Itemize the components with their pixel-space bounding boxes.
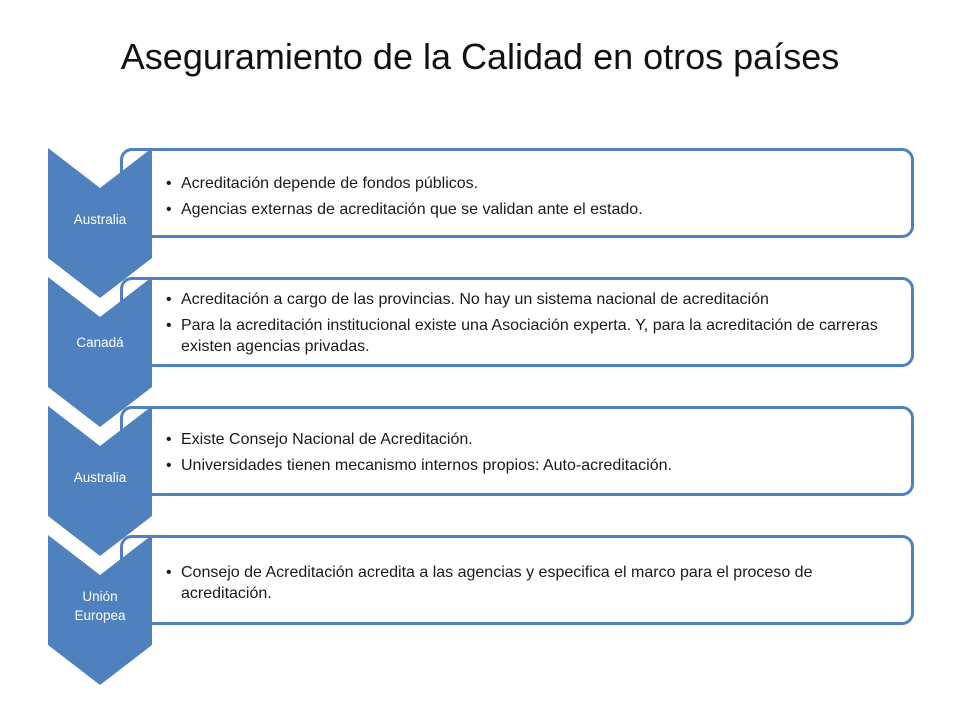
content-box	[120, 148, 914, 238]
chevron-label: Unión Europea	[74, 589, 126, 623]
bullet-list	[123, 151, 911, 220]
bullet-list	[123, 280, 911, 357]
chevron-label: Canadá	[76, 335, 124, 350]
bullet-item: • Existe Consejo Nacional de Acreditación.	[181, 429, 911, 450]
chevron-label: Australia	[73, 212, 127, 227]
bullet-item: • Consejo de Acreditación acredita a las agencias y especifica el marco para el proceso de acreditación.	[181, 562, 911, 604]
bullet-item: • Acreditación a cargo de las provincias. No hay un sistema nacional de acreditación	[181, 289, 911, 310]
bullet-item: • Universidades tienen mecanismo internos propios: Auto-acreditación.	[181, 455, 911, 476]
chevron-shape	[48, 277, 152, 427]
bullet-list	[123, 409, 911, 476]
row-canada	[0, 277, 960, 427]
chevron-shape	[48, 406, 152, 556]
chevron-label: Australia	[73, 470, 127, 485]
row-australia-2	[0, 406, 960, 556]
content-box	[120, 406, 914, 496]
chevron-shape	[48, 148, 152, 298]
chevron-arrow	[48, 277, 152, 427]
bullet-list	[123, 538, 911, 604]
content-box	[120, 535, 914, 625]
row-australia-1	[0, 148, 960, 298]
bullet-item: • Agencias externas de acreditación que se validan ante el estado.	[181, 199, 911, 220]
bullet-item: • Acreditación depende de fondos públicos.	[181, 173, 911, 194]
chevron-shape	[48, 535, 152, 685]
row-union-europea	[0, 535, 960, 685]
bullet-item: • Para la acreditación institucional existe una Asociación experta. Y, para la acreditación de carreras existen agencias privadas.	[181, 315, 911, 357]
content-box	[120, 277, 914, 367]
slide-title: Aseguramiento de la Calidad en otros países	[120, 36, 840, 77]
